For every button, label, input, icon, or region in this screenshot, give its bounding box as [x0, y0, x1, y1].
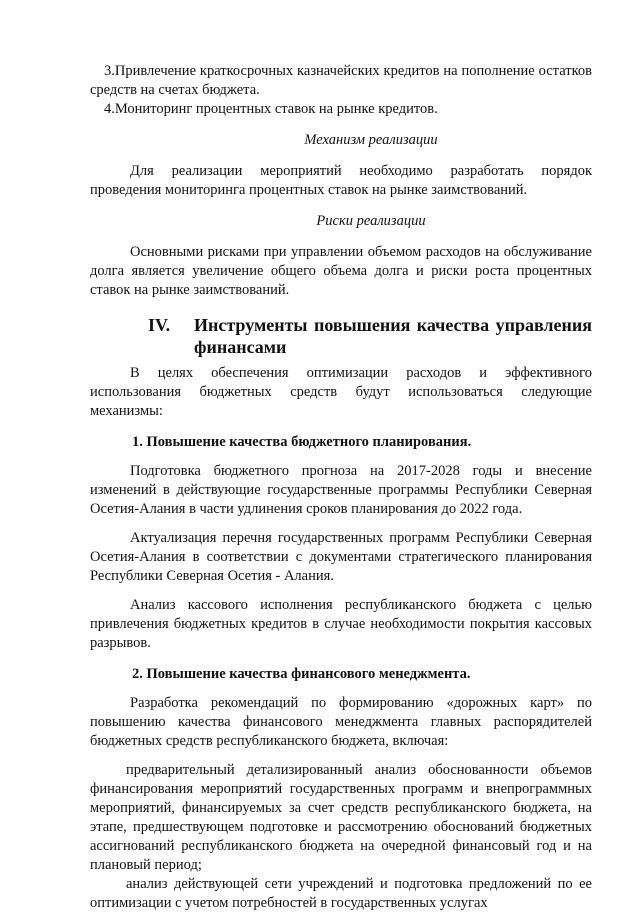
- subsection-1-paragraph-3: Анализ кассового исполнения республиканского бюджета с целью привлечения бюджетных кредитов в случае необходимости покрытия кассовых разрывов.: [90, 597, 592, 651]
- list-item-3: 3.Привлечение краткосрочных казначейских кредитов на пополнение остатков средств на счетах бюджета.: [90, 63, 592, 98]
- subsection-1-paragraph-2: Актуализация перечня государственных программ Республики Северная Осетия-Алания в соответствии с документами стратегического планирования Республики Северная Осетия - Алания.: [90, 530, 592, 584]
- list-item-4: 4.Мониторинг процентных ставок на рынке кредитов.: [104, 101, 438, 117]
- mechanism-paragraph: Для реализации мероприятий необходимо разработать порядок проведения мониторинга процентных ставок на рынке заимствований.: [90, 163, 592, 198]
- subsection-2-paragraph-2: предварительный детализированный анализ обоснованности объемов финансирования мероприятий государственных программ и внепрограммных мероприятий, финансируемых за счет средств республиканского бюджета, на этапе, предшествующем подготовке и рассмотрению обоснований бюджетных ассигнований республиканского бюджета на очередной финансовый год и на плановый период;: [90, 762, 592, 873]
- mechanism-heading: Механизм реализации: [304, 132, 438, 148]
- section-intro-paragraph: В целях обеспечения оптимизации расходов и эффективного использования бюджетных средств будут использоваться следующие механизмы:: [90, 365, 592, 419]
- section-number: IV.: [148, 315, 171, 335]
- subsection-1-title: 1. Повышение качества бюджетного планирования.: [132, 434, 472, 450]
- section-title: Инструменты повышения качества управления финансами: [194, 315, 592, 357]
- risks-heading: Риски реализации: [316, 213, 426, 229]
- subsection-2-title: 2. Повышение качества финансового менеджмента.: [132, 666, 471, 682]
- subsection-2-paragraph-3: анализ действующей сети учреждений и подготовка предложений по ее оптимизации с учетом потребностей в государственных услугах: [90, 876, 592, 911]
- subsection-2-paragraph-1: Разработка рекомендаций по формированию «дорожных карт» по повышению качества финансового менеджмента главных распорядителей бюджетных средств республиканского бюджета, включая:: [90, 695, 592, 749]
- risks-paragraph: Основными рисками при управлении объемом расходов на обслуживание долга является увеличение общего объема долга и риски роста процентных ставок на рынке заимствований.: [90, 244, 592, 298]
- subsection-1-paragraph-1: Подготовка бюджетного прогноза на 2017-2028 годы и внесение изменений в действующие государственные программы Республики Северная Осетия-Алания в части удлинения сроков планирования до 2022 года.: [90, 463, 592, 517]
- section-heading: [148, 314, 592, 358]
